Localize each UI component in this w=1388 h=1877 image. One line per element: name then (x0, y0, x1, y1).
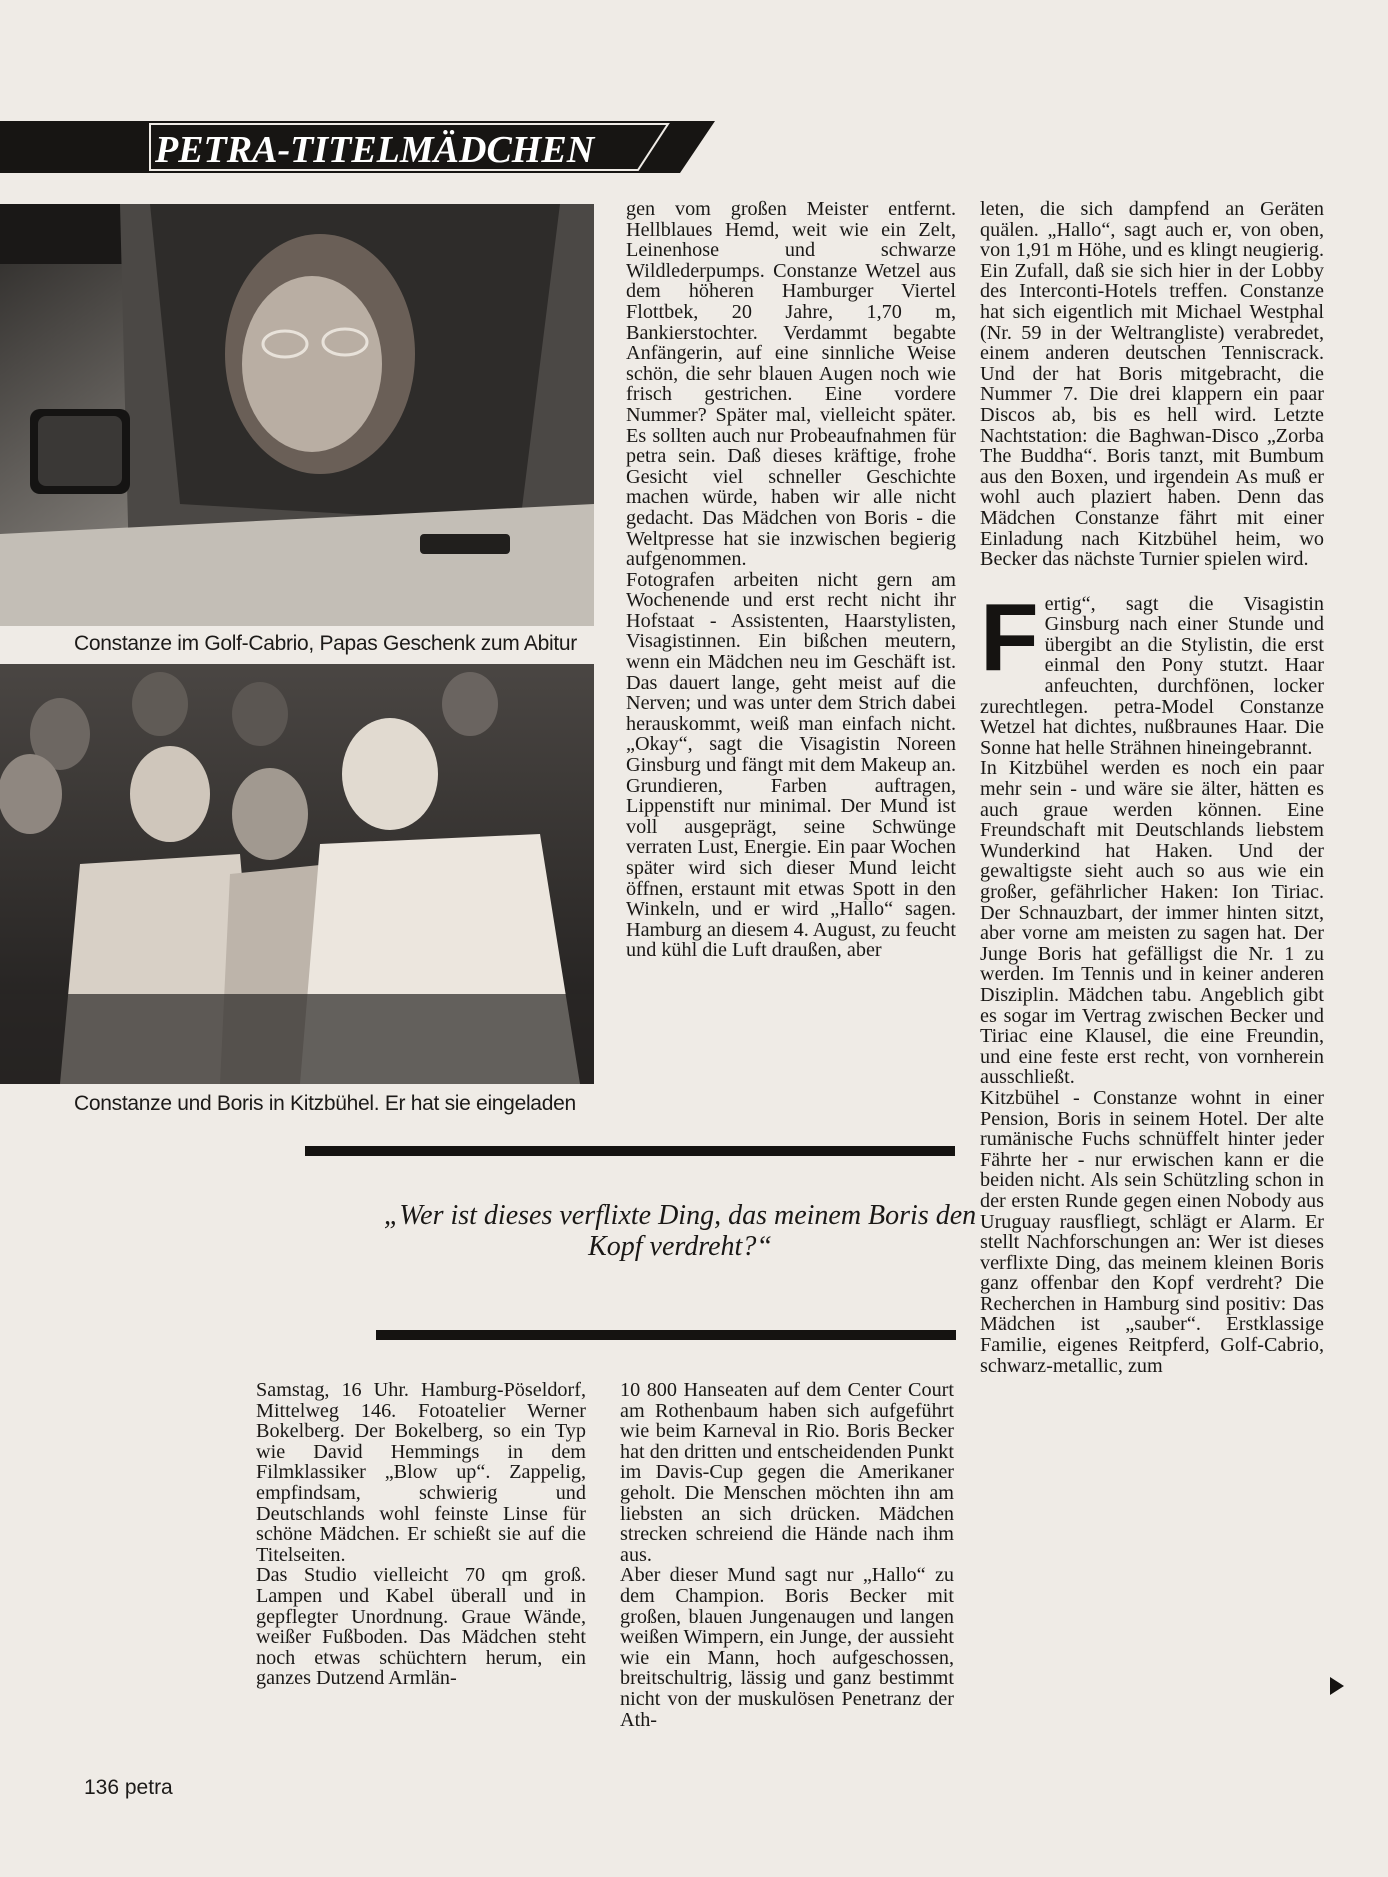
article-column-bottom-1 (256, 1380, 586, 1689)
section-banner (0, 121, 715, 173)
quote-rule-bottom (376, 1330, 956, 1340)
continue-arrow-icon (1330, 1677, 1344, 1695)
article-column-2 (626, 199, 956, 961)
page-number: 136 petra (84, 1776, 173, 1799)
paragraph: leten, die sich dampfend an Geräten quälen. „Hallo“, sagt auch er, von oben, von 1,91 m Höhe, und es klingt neugierig. Ein Zufall, daß sie sich hier in der Lobby des Interconti-Hotels treffen. Constanze hat sich eigentlich mit Michael Westphal (Nr. 59 in der Weltrangliste) verabredet, einem anderen deutschen Tenniscrack. Und der hat Boris mitgebracht, die Nummer 7. Die drei klappern ein paar Discos ab, bis es hell wird. Letzte Nachtstation: die Baghwan-Disco „Zorba The Buddha“. Boris tanzt, mit Bumbum aus den Boxen, und irgendein As muß er wohl auch plaziert haben. Denn das Mädchen Constanze fährt mit einer Einladung nach Kitzbühel heim, wo Becker das nächste Turnier spielen wird. (980, 198, 1324, 571)
paragraph: Samstag, 16 Uhr. Hamburg-Pöseldorf, Mittelweg 146. Fotoatelier Werner Bokelberg. Der Bokelberg, so ein Typ wie David Hemmings in dem Filmklassiker „Blow up“. Zappelig, empfindsam, schwierig und Deutschlands wohl feinste Linse für schöne Mädchen. Er schießt sie auf die Titelseiten. (256, 1379, 586, 1566)
paragraph: Das Studio vielleicht 70 qm groß. Lampen und Kabel überall und in gepflegter Unordnung. Graue Wände, weißer Fußboden. Das Mädchen steht noch etwas schüchtern herum, ein ganzes Dutzend Armlän- (256, 1564, 586, 1690)
drop-cap: F (980, 583, 1039, 691)
photo-golf-cabrio (0, 204, 594, 626)
section-title: PETRA-TITELMÄDCHEN (155, 129, 595, 171)
photo-caption-bottom: Constanze und Boris in Kitzbühel. Er hat sie eingeladen (74, 1092, 576, 1115)
paragraph: Aber dieser Mund sagt nur „Hallo“ zu dem Champion. Boris Becker mit großen, blauen Jungenaugen und langen weißen Wimpern, ein Junge, der aussieht wie ein Mann, hoch aufgeschossen, breitschultrig, lässig und ganz bestimmt nicht von der muskulösen Penetranz der Ath- (620, 1564, 954, 1731)
paragraph: Fotografen arbeiten nicht gern am Wochenende und erst recht nicht ihr Hofstaat - Assistenten, Haarstylisten, Visagistinnen. Ein bißchen meutern, wenn ein Mädchen neu im Geschäft ist. Das dauert lange, geht meist auf die Nerven; und was unter dem Strich dabei herauskommt, weiß man einfach nicht. „Okay“, sagt die Visagistin Noreen Ginsburg und fängt mit dem Makeup an. Grundieren, Farben auftragen, Lippenstift nur minimal. Der Mund ist voll ausgeprägt, seine Schwünge verraten Lust, Energie. Ein paar Wochen später wird sich dieser Mund leicht öffnen, erstaunt mit etwas Spott in den Winkeln, und er wird „Hallo“ sagen. Hamburg an diesem 4. August, zu feucht und kühl die Luft draußen, aber (626, 568, 956, 962)
paragraph-text: ertig“, sagt die Visagistin Ginsburg nach einer Stunde und übergibt an die Stylistin, die erst einmal den Pony stutzt. Haar anfeuchten, durchfönen, locker zurechtlegen. petra-Model Constanze Wetzel hat dichtes, nußbraunes Haar. Die Sonne hat helle Strähnen hineingebrannt. (980, 592, 1324, 759)
paragraph-dropcap (980, 583, 1324, 759)
quote-rule-top (305, 1146, 955, 1156)
paragraph: In Kitzbühel werden es noch ein paar mehr sein - und wäre sie älter, hätten es auch graue werden können. Eine Freundschaft mit Deutschlands liebstem Wunderkind hat Haken. Und der gewaltigste sieht auch so aus wie ein großer, gefährlicher Haken: Ion Tiriac. Der Schnauzbart, der immer hinten sitzt, aber vorne am meisten zu sagen hat. Der Junge Boris hat gefälligst die Nr. 1 zu werden. Im Tennis und in keiner anderen Disziplin. Mädchen tabu. Angeblich gibt es sogar im Vertrag zwischen Becker und Tiriac eine Klausel, die eine Freundin, und eine feste erst recht, von vornherein ausschließt. (980, 757, 1324, 1089)
photo-kitzbuehel (0, 664, 594, 1084)
pull-quote: „Wer ist dieses verflixte Ding, das meinem Boris den Kopf verdreht?“ (383, 1200, 977, 1262)
paragraph: 10 800 Hanseaten auf dem Center Court am Rothenbaum haben sich aufgeführt wie beim Karneval in Rio. Boris Becker hat den dritten und entscheidenden Punkt im Davis-Cup gegen die Amerikaner geholt. Die Menschen möchten ihn am liebsten an sich drücken. Mädchen strecken schreiend die Hände nach ihm aus. (620, 1379, 954, 1566)
article-column-3 (980, 199, 1324, 1376)
photo-caption-top: Constanze im Golf-Cabrio, Papas Geschenk zum Abitur (74, 632, 577, 655)
article-column-bottom-2 (620, 1380, 954, 1730)
paragraph: Kitzbühel - Constanze wohnt in einer Pension, Boris in seinem Hotel. Der alte rumänische Fuchs schnüffelt hinter jeder Fährte her - nur erwischen kann er die beiden nicht. Als sein Schützling schon in der ersten Runde gegen einen Nobody aus Uruguay rausfliegt, schlägt er Alarm. Er stellt Nachforschungen an: Wer ist dieses verflixte Ding, das meinem kleinen Boris ganz offenbar den Kopf verdreht? Die Recherchen in Hamburg sind positiv: Das Mädchen ist „sauber“. Erstklassige Familie, eigenes Reitpferd, Golf-Cabrio, schwarz-metallic, zum (980, 1086, 1324, 1377)
paragraph: gen vom großen Meister entfernt. Hellblaues Hemd, weit wie ein Zelt, Leinenhose und schwarze Wildlederpumps. Constanze Wetzel aus dem höheren Hamburger Viertel Flottbek, 20 Jahre, 1,70 m, Bankierstochter. Verdammt begabte Anfängerin, auf eine sinnliche Weise schön, die sehr blauen Augen noch wie frisch gestrichen. Eine vordere Nummer? Später mal, vielleicht später. Es sollten auch nur Probeaufnahmen für petra sein. Daß dieses kräftige, frohe Gesicht viel schneller Geschichte machen würde, haben wir alle nicht gedacht. Das Mädchen von Boris - die Weltpresse hat sie inzwischen begierig aufgenommen. (626, 198, 956, 571)
